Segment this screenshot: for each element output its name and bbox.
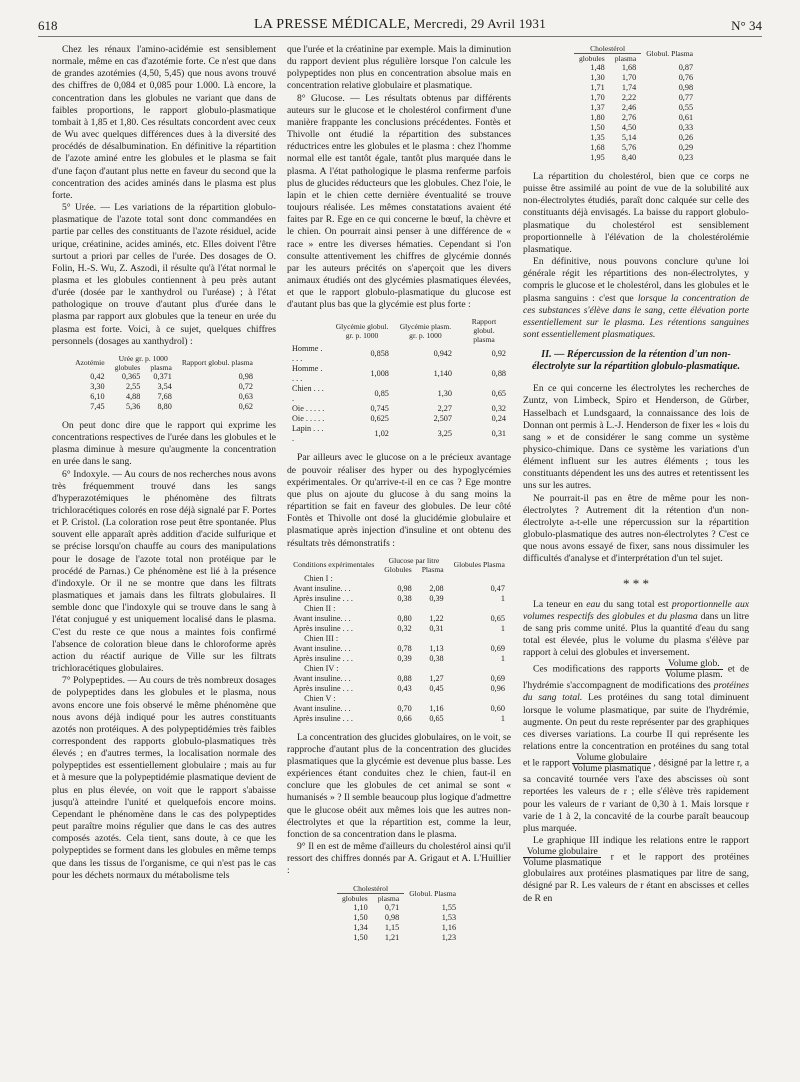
cell: 0,38 — [429, 653, 444, 663]
group-label: Chien III : — [304, 633, 339, 643]
cell: 1,13 — [429, 643, 444, 653]
cell: 0,87 — [678, 63, 694, 72]
group-label: Chien V : — [304, 693, 336, 703]
cell: 1 — [500, 593, 505, 603]
cell: 1,80 — [590, 113, 605, 122]
cell: 2,22 — [621, 93, 637, 102]
cell: 0,39 — [397, 653, 412, 663]
paragraph-eau — [523, 599, 749, 660]
cell: 1,10 — [353, 902, 368, 912]
cell: 1,16 — [441, 922, 457, 932]
italic-run: lorsque la concentration de ces substances s'élève dans le sang, cette élévation porte essentiellement sur le plasma. Les rétentions sanguines sont essentiellement plasmatiques. — [523, 292, 750, 341]
cell: 1,35 — [590, 133, 605, 142]
cell: 1,140 — [433, 369, 452, 379]
numerator: Volume glob. — [665, 659, 722, 670]
cell: 0,80 — [397, 613, 412, 623]
cell: 3,30 — [90, 381, 105, 391]
cell: 0,625 — [370, 414, 389, 424]
cell: Oie . . . . . — [292, 414, 325, 424]
cell: 1,23 — [441, 932, 457, 942]
cell: Oie . . . . . — [292, 404, 325, 414]
table-row — [288, 654, 510, 664]
table-header: Glucose par litre — [388, 555, 440, 565]
cell: 3,25 — [437, 429, 452, 439]
table-row — [287, 364, 511, 384]
cell: 0,77 — [678, 93, 694, 102]
cell: 1,22 — [429, 613, 444, 623]
table-row — [288, 624, 510, 634]
cell: 0,31 — [429, 623, 444, 633]
denominator: Volume plasmatique — [572, 763, 651, 775]
table-row — [337, 933, 461, 943]
cell: 1,15 — [384, 922, 400, 932]
table-header: Globules — [384, 564, 412, 574]
cell: 0,31 — [491, 429, 506, 439]
cell: 0,47 — [490, 583, 505, 593]
cell: 0,65 — [491, 389, 506, 399]
text-run: Ces modifications des rapports — [533, 664, 666, 676]
paragraph-graphique — [523, 835, 749, 905]
table-header: globules — [341, 893, 368, 903]
cell: 0,72 — [238, 381, 253, 391]
cell: 2,55 — [126, 381, 141, 391]
table-row — [574, 133, 698, 143]
table-row — [288, 674, 510, 684]
denominator: Volume plasmatique — [523, 857, 602, 869]
table-row — [288, 644, 510, 654]
table-header: Glycémie globul. gr. p. 1000 — [335, 321, 389, 340]
cell: 0,78 — [397, 643, 412, 653]
group-label: Chien I : — [304, 573, 333, 583]
cell: 1,48 — [590, 63, 605, 72]
text-run: , désigné par la lettre r, a sa concavité tournée vers l'axe des abscisses où sont reportées les valeurs de r ; elle s'élève très rapidement pour les valeurs de r variant de 0,30 à 1. Mais lorsque r varie de 1 à 2, la concavité de la courbe paraît beaucoup plus marquée. — [523, 757, 750, 834]
table-header: plasma — [377, 893, 400, 903]
paragraph-conclusion — [523, 256, 749, 341]
text-run: et de l'hydrémie s'accompagnent de modifications des — [523, 664, 750, 692]
text-run: Le graphique III indique les relations entre le rapport — [533, 835, 749, 847]
cell: 5,36 — [126, 401, 141, 411]
cell: 0,60 — [490, 703, 505, 713]
section-heading: II. — Répercussion de la rétention d'un non-électrolyte sur la répartition globulo-plasmatique. — [532, 349, 740, 373]
cell: 1,30 — [590, 73, 605, 82]
cell: 0,70 — [397, 703, 412, 713]
table-header: Globules Plasma — [453, 560, 505, 570]
table-row — [288, 584, 510, 594]
table-row — [337, 903, 461, 913]
cell: 0,365 — [121, 371, 141, 381]
table-row — [288, 614, 510, 624]
table-header: Cholestérol — [337, 884, 404, 894]
numerator: Volume globulaire — [572, 753, 650, 764]
cell: 0,65 — [429, 713, 444, 723]
cell: 0,69 — [490, 673, 505, 683]
cell: Homme . . . . — [292, 364, 323, 384]
cell: 0,942 — [433, 349, 452, 359]
cell: Homme . . . . — [292, 344, 323, 364]
page-header — [38, 14, 762, 37]
cell: 8,80 — [157, 401, 172, 411]
cell: Après insuline . . . — [293, 713, 353, 723]
table-header: Rapport globul. plasma — [471, 317, 497, 345]
table-row — [287, 404, 511, 414]
column-3 — [523, 44, 749, 905]
table-row — [287, 344, 511, 364]
fraction — [523, 847, 601, 868]
table-header: Rapport globul. plasma — [181, 358, 253, 368]
cell: 0,42 — [90, 371, 105, 381]
cell: 4,50 — [621, 123, 637, 132]
text-run: dans un litre de sang pris comme unité. Plus la quantité d'eau du sang total est élevée, plus le volume du plasma s'élève par rapport à celui des globules et inversement. — [523, 610, 749, 659]
cell: 1,27 — [429, 673, 444, 683]
paragraph: Ne pourrait-il pas en être de même pour les non-électrolytes ? Autrement dit la rétention d'un non-électrolyte a-t-elle une répercussion sur la répartition globulo-plasmatique des autres non-électrolytes ? C'est ce que nous avons essayé de fixer, sans nous dissimuler les difficultés d'analyse et d'interprétation d'un tel sujet. — [523, 492, 749, 565]
cell: 0,92 — [491, 349, 506, 359]
cell: 0,65 — [490, 613, 505, 623]
issue-date: Mercredi, 29 Avril 1931 — [413, 16, 547, 31]
table-row — [288, 594, 510, 604]
cell: 1,50 — [353, 932, 368, 942]
cell: 0,76 — [678, 73, 694, 82]
italic-run: eau — [586, 598, 601, 610]
cell: 5,14 — [621, 133, 637, 142]
table-header: globules — [114, 362, 141, 372]
page-number: 618 — [38, 18, 58, 33]
table-row — [287, 384, 511, 404]
table-row — [574, 113, 698, 123]
fraction — [572, 753, 650, 774]
running-title — [38, 16, 762, 33]
cell: 3,54 — [157, 381, 172, 391]
cell: Après insuline . . . — [293, 593, 353, 603]
table-row — [288, 684, 510, 694]
cell: 0,85 — [374, 389, 389, 399]
paragraph: Chez les rénaux l'amino-acidémie est sensiblement normale, même en cas d'azotémie forte. Ce n'est que dans de grandes azotémies (4,50, 5,45) que nous avons trouvé des chiffres de 0,084 et 0,085 pour 1.000. Là encore, la concentration dans les globules ne variant que dans de faibles proportions, le rapport globulo-plasmatique tombait à 1,85 et 1,80. Ces résultats concordent avec ceux de Wu avec quelques différences dues à la diversité des procédés de désalbumination. En définitive la répartition de l'azote aminé entre les globules et le plasma se fait d'une façon d'autant plus nette en faveur du second que la concentration des acides aminés dans le plasma est plus forte. — [52, 44, 276, 201]
group-label: Chien II : — [304, 603, 336, 613]
cell: 1,74 — [621, 83, 637, 92]
cell: 1 — [500, 713, 505, 723]
paragraph: La répartition du cholestérol, bien que ce corps ne puisse être assimilé au point de vue de la solubilité aux non-électrolytes étudiés, paraît donc calquée sur celle des constituants déjà envisagés. La baisse du rapport globulo-plasmatique du cholestérol est sensiblement proportionnelle à l'élévation de la cholestérolémie plasmatique. — [523, 171, 749, 255]
table-header: Urée gr. p. 1000 — [118, 353, 168, 363]
paragraph: On peut donc dire que le rapport qui exprime les concentrations respectives de l'urée dans les globules et le plasma diminue à mesure qu'augmente la concentration en urée dans le sang. — [52, 419, 276, 468]
column-1 — [52, 44, 276, 882]
cell: 0,33 — [678, 123, 694, 132]
cell: 1,55 — [441, 902, 457, 912]
cell: 7,68 — [157, 391, 172, 401]
numerator: Volume globulaire — [523, 847, 601, 858]
table-row — [574, 153, 698, 163]
cell: 0,88 — [397, 673, 412, 683]
cell: 1,53 — [441, 912, 457, 922]
cell: 0,98 — [397, 583, 412, 593]
table-row — [574, 73, 698, 83]
group-label: Chien IV : — [304, 663, 339, 673]
cell: Chien . . . . — [292, 384, 324, 404]
table-row — [70, 392, 258, 402]
section-separator: * * * — [623, 575, 649, 591]
paragraph-rapports — [523, 659, 749, 835]
cell: 5,76 — [621, 143, 637, 152]
table-header: globules — [578, 54, 605, 63]
cell: Avant insuline. . . — [293, 613, 351, 623]
cell: 0,38 — [397, 593, 412, 603]
cell: 0,32 — [397, 623, 412, 633]
table-uree — [70, 354, 258, 412]
cell: 1,50 — [353, 912, 368, 922]
cell: 1,95 — [590, 153, 605, 162]
cell: 4,88 — [126, 391, 141, 401]
cell: 2,08 — [429, 583, 444, 593]
table-row — [70, 372, 258, 382]
cell: 1,21 — [384, 932, 400, 942]
paragraph: que l'urée et la créatinine par exemple. Mais la diminution du rapport devient plus régulière lorsque l'on calcule les polypeptides non plus en concentration absolue mais en concentration relative globulaire et plasmatique. — [287, 44, 511, 92]
table-row — [337, 913, 461, 923]
journal-name: LA PRESSE MÉDICALE, — [253, 17, 411, 32]
table-header: Plasma — [421, 564, 444, 574]
table-row — [574, 103, 698, 113]
cell: 0,98 — [384, 912, 400, 922]
cell: 1,02 — [374, 429, 389, 439]
cell: 0,66 — [397, 713, 412, 723]
table-insuline — [288, 556, 510, 724]
text-run: Les protéines du sang total diminuent lorsque le volume plasmatique, par suite de l'hydrémie, augmente. On peut du reste représenter par des graphiques ces diverses variations. La courbe II qui représente les relations entre la concentration en protéines du sang total et le rapport — [523, 692, 749, 769]
cell: Lapin . . . . — [292, 424, 324, 444]
cell: 0,371 — [153, 371, 172, 381]
table-row — [574, 143, 698, 153]
cell: 1,008 — [370, 369, 389, 379]
paragraph-uree: 5° Urée. — Les variations de la répartition globulo-plasmatique de l'azote total sont donc commandées en partie par celles des constituants de l'azote résiduel, acide urique, créatinine, acides aminés, etc. Elles doivent l'être surtout a priori par celles de l'urée. Des dosages de O. Folin, H.-S. Wu, Z. Aszodi, il résulte qu'à l'état normal le plasma et les globules contiennent à peu près autant d'urée (dosée par le xanthydrol ou l'uréase) ; à l'état pathologique on trouve d'autant plus d'urée dans le plasma par rapport aux globules que la teneur en urée du plasma est forte. Voici, à ce sujet, quelques chiffres personnels (dosages au xanthydrol) : — [52, 202, 276, 347]
cell: 0,61 — [678, 113, 694, 122]
cell: 1,68 — [621, 63, 637, 72]
cell: Avant insuline. . . — [293, 583, 351, 593]
table-glycemie — [287, 317, 511, 444]
table-row — [70, 402, 258, 412]
cell: 0,745 — [370, 404, 389, 414]
table-row — [337, 923, 461, 933]
table-row — [287, 414, 511, 424]
table-header: Cholestérol — [574, 44, 641, 54]
table-row — [574, 123, 698, 133]
cell: 7,45 — [90, 401, 105, 411]
table-header: Globul. Plasma — [409, 888, 457, 898]
issue-number: N° 34 — [731, 18, 762, 33]
table-header: plasma — [614, 54, 637, 63]
cell: 1,68 — [590, 143, 605, 152]
cell: 0,43 — [397, 683, 412, 693]
cell: 0,69 — [490, 643, 505, 653]
cell: 0,24 — [491, 414, 506, 424]
cell: 2,46 — [621, 103, 637, 112]
text-run: La teneur en — [533, 598, 587, 610]
italic-run: proportionnelle aux volumes respectifs des globules et du plasma — [523, 598, 749, 622]
table-cholesterol-part2 — [574, 44, 698, 163]
cell: 0,71 — [384, 902, 400, 912]
cell: 0,26 — [678, 133, 694, 142]
table-header: plasma — [150, 362, 172, 372]
cell: 0,98 — [678, 83, 694, 92]
table-row — [288, 714, 510, 724]
table-row — [288, 704, 510, 714]
cell: 0,62 — [238, 401, 253, 411]
cell: Avant insuline. . . — [293, 643, 351, 653]
cell: 1,30 — [437, 389, 452, 399]
fraction — [665, 659, 722, 680]
table-header: Globul. Plasma — [646, 49, 694, 58]
cell: 0,98 — [238, 371, 253, 381]
cell: 2,507 — [433, 414, 452, 424]
italic-run: protéines du sang total. — [523, 680, 749, 704]
cell: Avant insuline. . . — [293, 703, 351, 713]
cell: 0,858 — [370, 349, 389, 359]
cell: 0,96 — [490, 683, 505, 693]
cell: 2,27 — [437, 404, 452, 414]
cell: 1,50 — [590, 123, 605, 132]
text-run: du sang total est — [600, 598, 672, 610]
cell: 1,70 — [590, 93, 605, 102]
cell: 0,55 — [678, 103, 694, 112]
paragraph-polypeptides: 7° Polypeptides. — Au cours de très nombreux dosages de polypeptides dans les globules et le plasma, nous avons encore une fois observé le même phénomène que nous avons déjà indiqué pour les autres constituants azotés non protéiques. A des polypeptidémies très faibles correspondent des rapports globulo-plasmatiques très élevés ; en d'autres termes, la localisation normale des polypeptides est essentiellement globulaire ; mais au fur et à mesure que la polypeptidémie plasmatique devient de plus en plus élevée, on voit que le rapport s'abaisse jusqu'à atteindre l'unité et quelquefois encore moins. Cependant le phénomène dans le cas des polypeptides peut paraître moins régulier que dans le cas des autres composés azotés. Cela tient, sans doute, à ce que les polypeptides se forment dans les globules en même temps que dans les tissus de l'organisme, ce qui n'est pas le cas pour les déchets normaux du métabolisme tels — [52, 675, 276, 881]
paragraph: La concentration des glucides globulaires, on le voit, se rapproche d'autant plus de la concentration des glucides plasmatiques que la glycémie est devenue plus basse. Les expériences étant conduites chez le chien, faut-il en conclure que les globules de cet animal se sont « humanisés » ? Il semble beaucoup plus logique d'admettre que le glucose obéit aux mêmes lois que les autres non-électrolytes et que la répartition est, comme la leur, fonction de sa concentration dans le plasma. — [287, 731, 511, 840]
paragraph-cholesterol: 9° Il en est de même d'ailleurs du cholestérol ainsi qu'il ressort des chiffres donnés par A. Grigaut et A. L'Huillier : — [287, 841, 511, 877]
table-cholesterol-part1 — [337, 884, 461, 943]
paragraph-indoxyle: 6° Indoxyle. — Au cours de nos recherches nous avons très fréquemment trouvé dans les sangs d'hyperazotémiques le phénomène des filtrats trichloracétiques colorés en rose déjà signalé par F. Portes et P. Cristol. (La coloration rose peut être spontanée. Plus souvent elle apparaît après addition d'acide sulfurique et se précise lorsqu'on chauffe au cours des manipulations pour le dosage de l'azote total non protéique par le procédé de Parnas.) Ce phénomène est lié à la présence d'indoxyle. Or il ne se montre que dans les filtrats plasmatiques et jamais dans les filtrats globulaires. Il semble donc que l'indoxyle qui se trouve dans le sang à l'état conjugué y est uniquement localisé dans le plasma. C'est du reste ce que nous a maintes fois confirmé l'absence de coloration bleue dans le chloroforme après action du réactif aurique de Ville sur les filtrats trichloracétiques globulaires. — [52, 468, 276, 675]
cell: 0,45 — [429, 683, 444, 693]
cell: 1,70 — [621, 73, 637, 82]
table-header: Glycémie plasm. gr. p. 1000 — [399, 321, 452, 340]
cell: Après insuline . . . — [293, 653, 353, 663]
denominator: Volume plasm. — [665, 669, 723, 681]
text-run: r et le rapport des protéines globulaires aux protéines plasmatiques par litre de sang, désigné par R. Les valeurs de r étant en abscisses et celles de R en — [523, 851, 749, 904]
paragraph-glucose: 8° Glucose. — Les résultats obtenus par différents auteurs sur le glucose et le cholestérol confirment d'une manière frappante les conclusions précédentes. Fontès et Thivolle ont étudié la répartition des substances réductrices entre les globules et le plasma : chez l'homme normal elle est tantôt égale, tantôt plus marquée dans le plasma. A l'état pathologique le plasma renferme parfois plus de glucides réducteurs que les globules. Chez l'oie, le lapin et le chien cette dernière éventualité se trouve toujours réalisée. Les mêmes constatations avaient été faites par R. Ege en ce qui concerne le bœuf, la chèvre et le chien. On pourrait ainsi penser à une différence de « race » entre les diverses hématies. Cependant si l'on consulte attentivement les chiffres de glycémie donnés par les auteurs précités on s'aperçoit que les divers animaux étudiés ont des glycémies plasmatiques élevées, et que le rapport globulo-plasmatique du glucose est d'autant plus bas que la glycémie est plus forte : — [287, 92, 511, 311]
cell: 0,39 — [429, 593, 444, 603]
table-header: Conditions expérimentales — [293, 560, 375, 570]
table-row — [574, 93, 698, 103]
table-row — [287, 424, 511, 444]
cell: 6,10 — [90, 391, 105, 401]
cell: 1 — [500, 623, 505, 633]
cell: 8,40 — [621, 153, 637, 162]
cell: 0,29 — [678, 143, 694, 152]
cell: 2,76 — [621, 113, 637, 122]
cell: 0,32 — [491, 404, 506, 414]
cell: 0,23 — [678, 153, 694, 162]
table-row — [574, 83, 698, 93]
paragraph: En ce qui concerne les électrolytes les recherches de Zuntz, von Limbeck, Spiro et Henderson, de Gürber, Hasselbach et Lundsgaard, la connaissance des lois de Donnan ont permis à L.-J. Henderson de fixer les « lois du sang » et de considérer le sang comme un système physico-chimique. Dans ce système les variations d'un élément influent sur les autres éléments ; tous les constituants dépendent les uns des autres et retentissent les uns sur les autres. — [523, 383, 749, 492]
table-header: Azotémie — [75, 358, 105, 368]
table-row — [70, 382, 258, 392]
cell: 0,88 — [491, 369, 506, 379]
cell: Après insuline . . . — [293, 683, 353, 693]
text-run: En définitive, nous pouvons conclure qu'une loi générale régit les répartitions des non-électrolytes, y compris le glucose et le cholestérol, dans les globules et le plasma sanguins : c'est que — [523, 256, 749, 304]
cell: 0,63 — [238, 391, 253, 401]
cell: 1,16 — [429, 703, 444, 713]
cell: 1,37 — [590, 103, 605, 112]
cell: 1,71 — [590, 83, 605, 92]
cell: Avant insuline. . . — [293, 673, 351, 683]
cell: 1 — [500, 653, 505, 663]
column-2 — [287, 44, 511, 951]
table-row — [574, 63, 698, 73]
paragraph: Par ailleurs avec le glucose on a le précieux avantage de pouvoir réaliser des hyper ou des hypoglycémies expérimentales. Or qu'arrive-t-il en ce cas ? Ege montre que plus on ajoute du glucose à du sang moins la répartition se fait en faveur des globules. De leur côté Fontès et Thivolle ont dosé la glucidémie globulaire et plasmatique après injection d'insuline et ont obtenu des résultats très démonstratifs : — [287, 452, 511, 549]
cell: 1,34 — [353, 922, 368, 932]
cell: Après insuline . . . — [293, 623, 353, 633]
